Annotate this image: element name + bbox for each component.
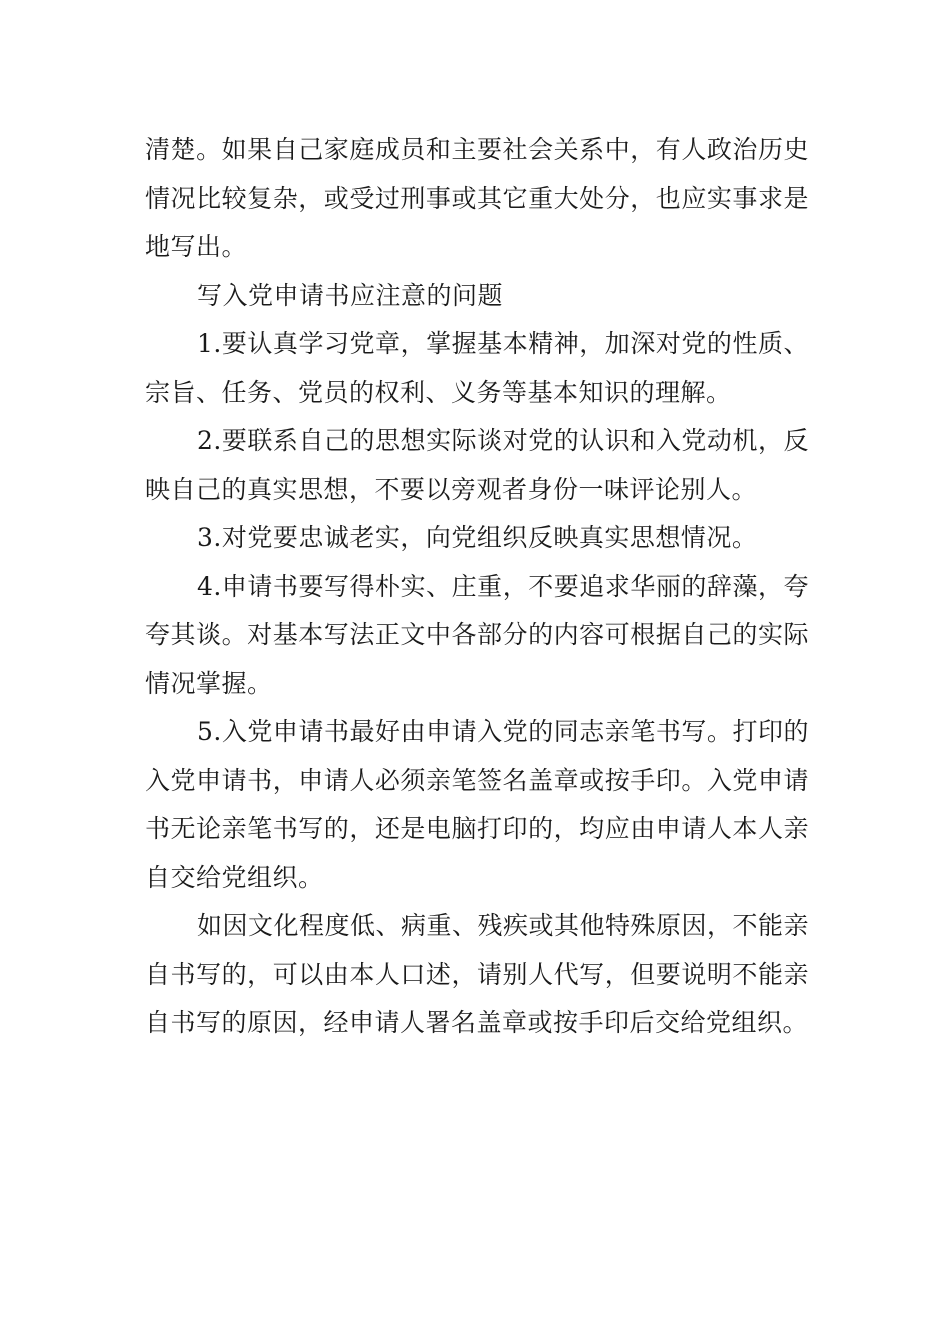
document-body: [145, 126, 809, 1048]
paragraph-special-cases: 如因文化程度低、病重、残疾或其他特殊原因，不能亲自书写的，可以由本人口述，请别人代写，但要说明不能亲自书写的原因，经申请人署名盖章或按手印后交给党组织。: [145, 911, 810, 1037]
paragraph-family-relations: 清楚。如果自己家庭成员和主要社会关系中，有人政治历史情况比较复杂，或受过刑事或其它重大处分，也应实事求是地写出。: [145, 135, 809, 261]
section-heading: 写入党申请书应注意的问题: [197, 280, 504, 310]
list-item-3: 3.对党要忠诚老实，向党组织反映真实思想情况。: [197, 523, 758, 552]
list-item-4: 4.申请书要写得朴实、庄重，不要追求华丽的辞藻，夸夸其谈。对基本写法正文中各部分的内容可根据自己的实际情况掌握。: [145, 571, 809, 698]
list-item-5: 5.入党申请书最好由申请入党的同志亲笔书写。打印的入党申请书，申请人必须亲笔签名盖章或按手印。入党申请书无论亲笔书写的，还是电脑打印的，均应由申请人本人亲自交给党组织。: [145, 717, 809, 892]
list-item-2: 2.要联系自己的思想实际谈对党的认识和入党动机，反映自己的真实思想，不要以旁观者身份一味评论别人。: [145, 426, 809, 504]
list-item-1: 1.要认真学习党章，掌握基本精神，加深对党的性质、宗旨、任务、党员的权利、义务等基本知识的理解。: [145, 329, 809, 407]
